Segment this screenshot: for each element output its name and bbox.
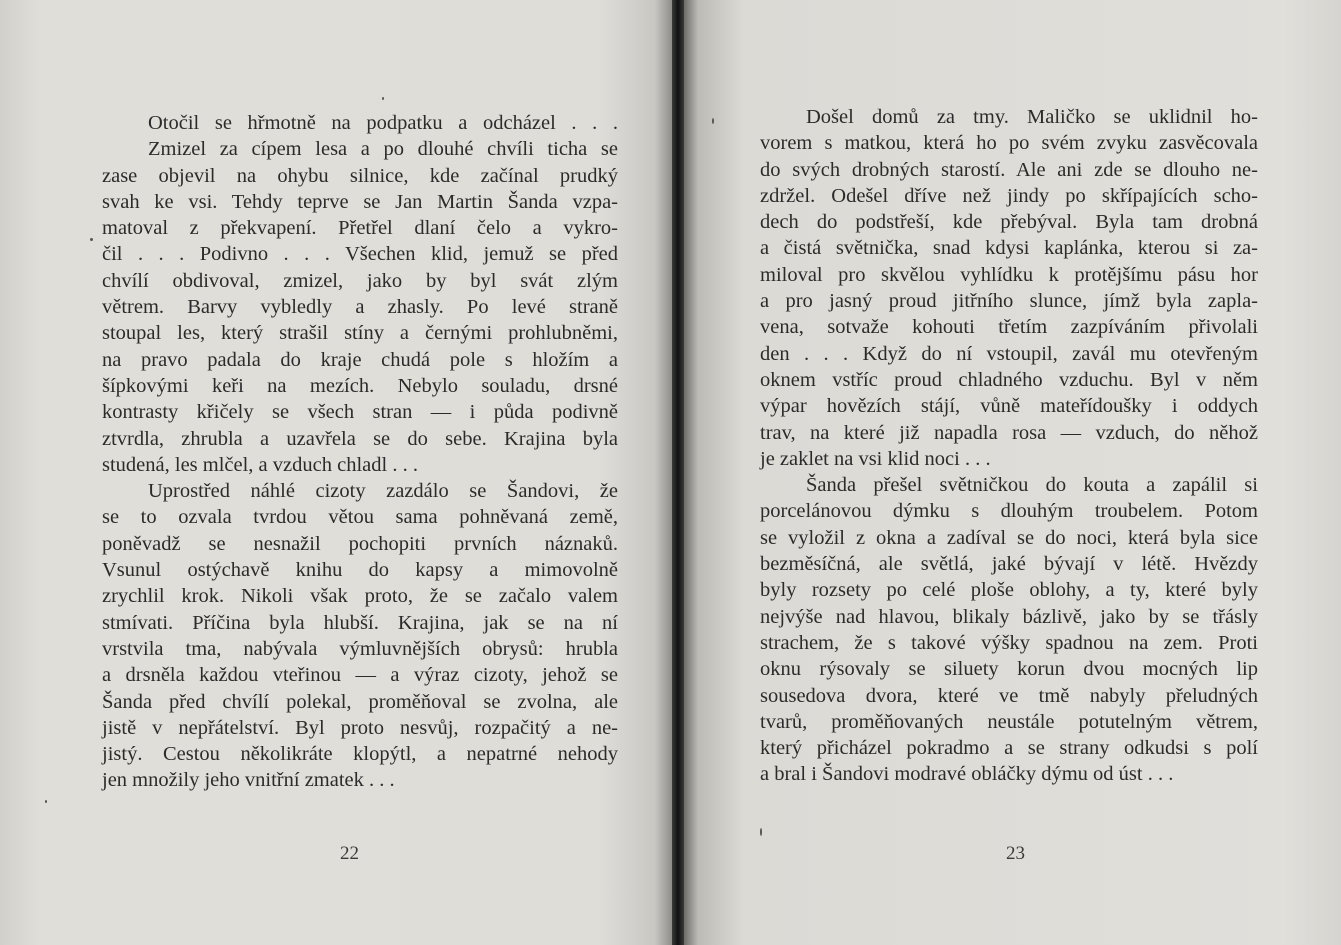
- text-line: zdržel. Odešel dříve než jindy po skřípajících scho-: [760, 184, 1258, 207]
- paper-speck: [712, 118, 714, 124]
- text-line: Zmizel za cípem lesa a po dlouhé chvíli ticha se: [148, 138, 618, 161]
- text-line: čil . . . Podivno . . . Všechen klid, jemuž se před: [102, 243, 618, 266]
- text-line: Vsunul ostýchavě knihu do kapsy a mimovolně: [102, 559, 618, 582]
- text-line: porcelánovou dýmku s dlouhým troubelem. Potom: [760, 500, 1258, 523]
- text-line: jistě v nepřátelství. Byl proto nesvůj, rozpačitý a ne-: [102, 716, 618, 739]
- right-page-text: [760, 104, 1258, 788]
- text-line: poněvadž se nesnažil pochopiti prvních náznaků.: [102, 532, 618, 555]
- text-line: dech do podstřeší, kde přebýval. Byla tam drobná: [760, 211, 1258, 234]
- text-line: chvílí obdivoval, zmizel, jako by byl svát zlým: [102, 269, 618, 292]
- text-line: matoval z překvapení. Přetřel dlaní čelo a vykro-: [102, 217, 618, 240]
- left-page-text: [102, 110, 618, 794]
- text-line: větrem. Barvy vybledly a zhasly. Po levé straně: [102, 296, 618, 319]
- text-line: na pravo padala do kraje chudá pole s hložím a: [102, 348, 618, 371]
- text-line: zase objevil na ohybu silnice, kde začínal prudký: [102, 164, 618, 187]
- paper-speck: [90, 238, 93, 241]
- text-line: den . . . Když do ní vstoupil, zavál mu otevřeným: [760, 342, 1258, 365]
- right-page: [684, 0, 1341, 945]
- text-line: zrychlil krok. Nikoli však proto, že se začalo valem: [102, 585, 618, 608]
- text-line: se to ozvala tvrdou větou sama pohněvaná země,: [102, 506, 618, 529]
- text-line: ztvrdla, zhrubla a uzavřela se do sebe. Krajina byla: [102, 427, 618, 450]
- text-line: bezměsíčná, ale světlá, jaké bývají v létě. Hvězdy: [760, 553, 1258, 576]
- text-line: studená, les mlčel, a vzduch chladl . . .: [102, 453, 418, 476]
- text-line: oknu rýsovaly se siluety korun dvou mocných lip: [760, 658, 1258, 681]
- text-line: jen množily jeho vnitřní zmatek . . .: [102, 769, 395, 792]
- text-line: vrstvila tma, nabývala výmluvnějších obrysů: hrubla: [102, 637, 618, 660]
- text-line: stmívati. Příčina byla hlubší. Krajina, jak se na ní: [102, 611, 618, 634]
- text-line: Došel domů za tmy. Maličko se uklidnil ho-: [806, 106, 1258, 128]
- text-line: Uprostřed náhlé cizoty zazdálo se Šandovi, že: [148, 480, 618, 503]
- text-line: výpar hovězích stájí, vůně mateřídoušky i oddych: [760, 395, 1258, 418]
- paper-speck: [45, 800, 47, 803]
- text-line: který přicházel pokradmo a se strany odkudsi s polí: [760, 737, 1258, 760]
- text-line: sousedova dvora, které ve tmě nabyly přeludných: [760, 684, 1258, 707]
- paper-speck: [760, 828, 762, 836]
- text-line: byly rozsety po celé ploše oblohy, a ty, které byly: [760, 579, 1258, 602]
- text-line: a bral i Šandovi modravé obláčky dýmu od úst . . .: [760, 763, 1174, 786]
- text-line: Šanda před chvílí polekal, proměňoval se zvolna, ale: [102, 690, 618, 713]
- text-line: a drsněla každou vteřinou — a výraz cizoty, jehož se: [102, 664, 618, 687]
- text-line: trav, na které již napadla rosa — vzduch, do něhož: [760, 421, 1258, 444]
- text-line: oknem vstříc proud chladného vzduchu. Byl v něm: [760, 368, 1258, 391]
- text-line: šípkovými keři na mezích. Nebylo souladu, drsné: [102, 374, 618, 397]
- text-line: nejvýše nad hlavou, blikaly bázlivě, jako by se třásly: [760, 605, 1258, 628]
- text-line: miloval pro skvělou vyhlídku k protějšímu pásu hor: [760, 263, 1258, 286]
- text-line: do svých drobných starostí. Ale ani zde se dlouho ne-: [760, 158, 1258, 181]
- text-line: je zaklet na vsi klid noci . . .: [760, 447, 991, 470]
- text-line: svah ke vsi. Tehdy teprve se Jan Martin Šanda vzpa-: [102, 190, 618, 213]
- text-line: kontrasty křičely se všech stran — i půda podivně: [102, 401, 618, 424]
- page-number: 23: [1006, 843, 1025, 864]
- text-line: tvarů, proměňovaných neustále potutelným větrem,: [760, 710, 1258, 733]
- text-line: Šanda přešel světničkou do kouta a zapálil si: [806, 474, 1258, 497]
- text-line: vorem s matkou, která ho po svém zvyku zasvěcovala: [760, 132, 1258, 155]
- text-line: a čistá světnička, snad kdysi kaplánka, kterou si za-: [760, 237, 1258, 260]
- text-line: vena, sotvaže kohouti třetím zazpíváním přivolali: [760, 316, 1258, 339]
- text-line: jistý. Cestou několikráte klopýtl, a nepatrné nehody: [102, 743, 618, 766]
- text-line: Otočil se hřmotně na podpatku a odcházel . . .: [148, 112, 618, 134]
- book-gutter: [672, 0, 684, 945]
- text-line: a pro jasný proud jitřního slunce, jímž byla zapla-: [760, 290, 1258, 313]
- paper-speck: [382, 97, 384, 100]
- text-line: stoupal les, který strašil stíny a černými prohlubněmi,: [102, 322, 618, 345]
- text-line: strachem, že s takové výšky spadnou na zem. Proti: [760, 631, 1258, 654]
- text-line: se vyložil z okna a zadíval se do noci, která byla sice: [760, 526, 1258, 549]
- page-number: 22: [340, 843, 359, 864]
